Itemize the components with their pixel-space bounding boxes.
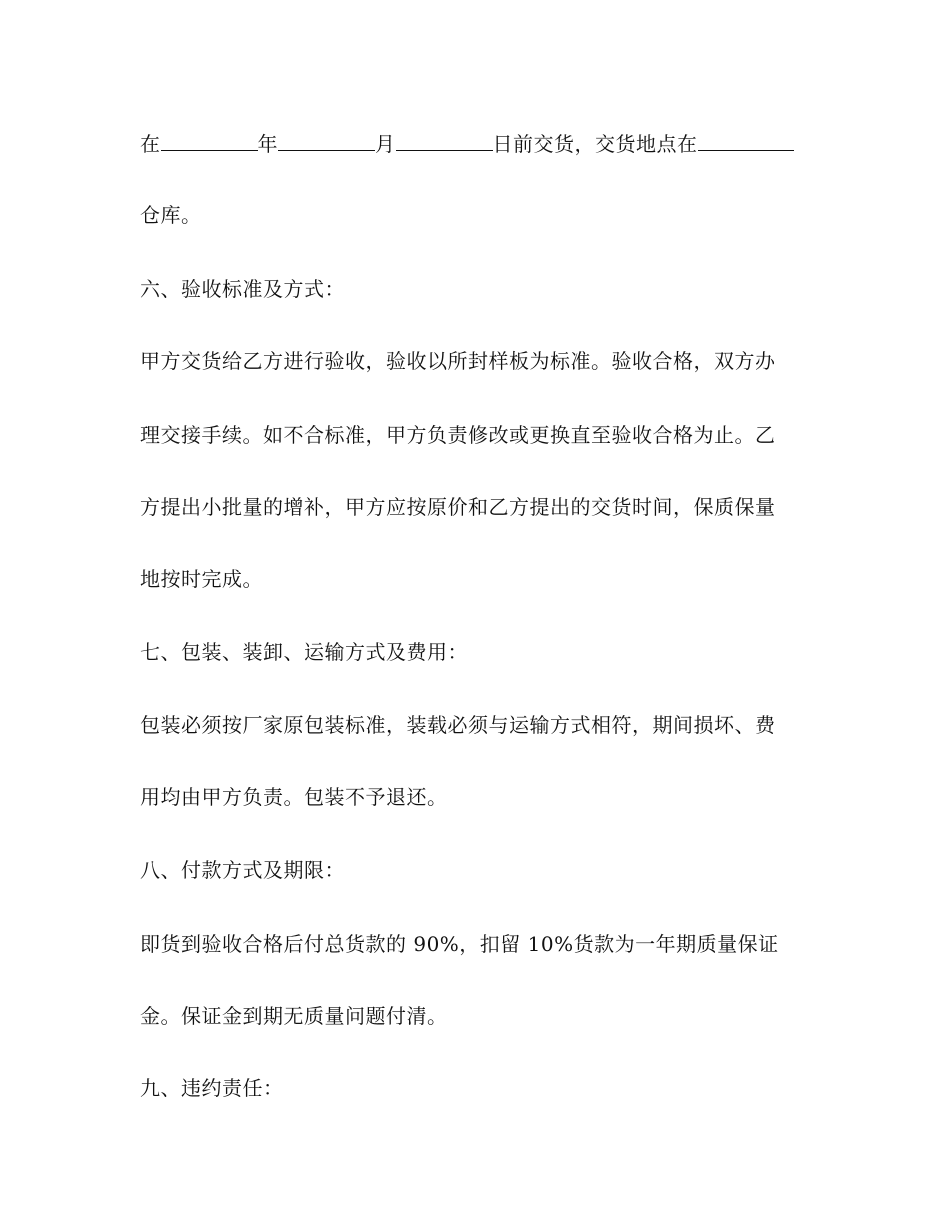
section-6-line: 地按时完成。	[140, 567, 263, 591]
year-label: 年	[257, 132, 278, 156]
day-blank	[396, 132, 493, 151]
month-blank	[278, 132, 375, 151]
delivery-prefix: 在	[140, 132, 161, 156]
section-9-heading: 九、违约责任：	[140, 1076, 284, 1100]
month-label: 月	[375, 132, 396, 156]
section-7-heading: 七、包装、装卸、运输方式及费用：	[140, 640, 468, 664]
section-7-line: 用均由甲方负责。包装不予退还。	[140, 785, 448, 809]
section-6-line: 甲方交货给乙方进行验收，验收以所封样板为标准。验收合格，双方办	[140, 349, 776, 373]
section-6-heading: 六、验收标准及方式：	[140, 277, 345, 301]
section-6-line: 方提出小批量的增补，甲方应按原价和乙方提出的交货时间，保质保量	[140, 495, 776, 519]
section-7-line: 包装必须按厂家原包装标准，装载必须与运输方式相符，期间损坏、费	[140, 713, 776, 737]
delivery-continuation: 仓库。	[140, 203, 202, 227]
section-8-line: 即货到验收合格后付总货款的 90%，扣留 10%货款为一年期质量保证	[140, 932, 779, 956]
section-6-line: 理交接手续。如不合标准，甲方负责修改或更换直至验收合格为止。乙	[140, 423, 776, 447]
section-8-line: 金。保证金到期无质量问题付清。	[140, 1004, 448, 1028]
section-8-heading: 八、付款方式及期限：	[140, 858, 345, 882]
year-blank	[161, 132, 258, 151]
delivery-date-line	[140, 132, 820, 156]
day-label: 日前交货，交货地点在	[492, 132, 698, 156]
location-blank	[698, 132, 794, 151]
